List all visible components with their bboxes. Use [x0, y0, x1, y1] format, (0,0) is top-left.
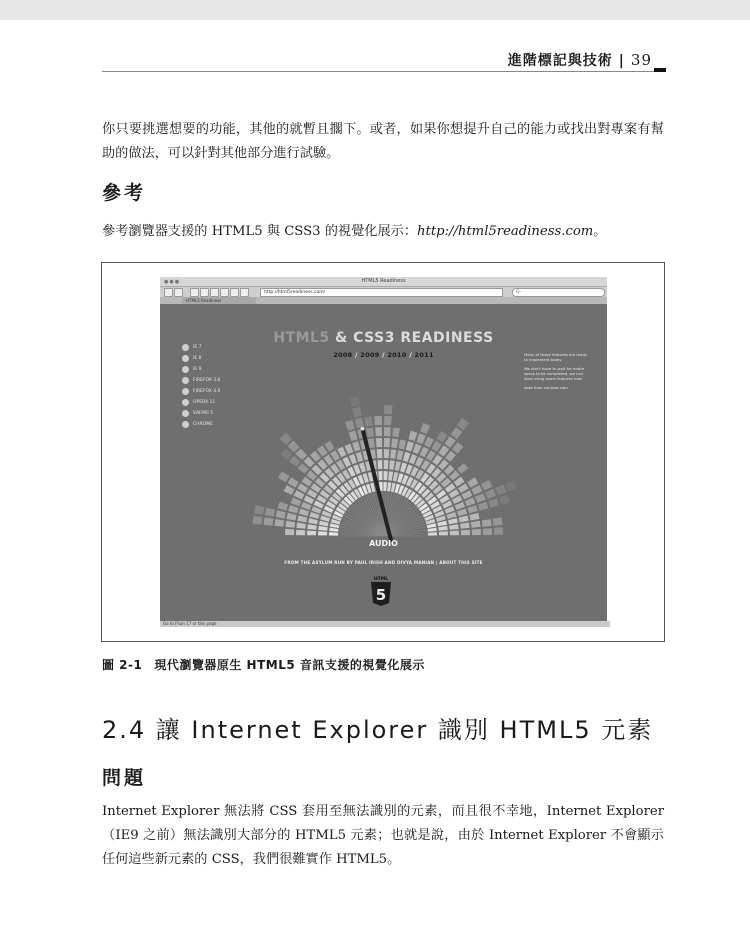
- readiness-segment: [449, 524, 459, 530]
- readiness-segment: [389, 460, 395, 470]
- tools-icon: [210, 288, 219, 297]
- browser-legend-item: CHROME: [182, 421, 220, 432]
- readiness-segment: [391, 438, 398, 448]
- readiness-segment: [428, 532, 437, 536]
- header-rule: [102, 71, 664, 72]
- readiness-segment: [345, 444, 354, 455]
- readiness-segment: [388, 471, 393, 480]
- readiness-segment: [352, 407, 362, 417]
- readiness-segment: [409, 431, 418, 442]
- readiness-segment: [400, 463, 407, 473]
- readiness-segment: [297, 516, 307, 523]
- readiness-segment: [364, 417, 372, 427]
- needle-tip: [360, 427, 364, 431]
- window-controls-icon: ●●●: [164, 279, 181, 285]
- browser-legend-item: SAFARI 5: [182, 410, 220, 421]
- browser-legend-item: IE 7: [182, 344, 220, 355]
- reference-heading: 參考: [102, 182, 147, 204]
- add-icon: [240, 288, 249, 297]
- readiness-segment: [499, 495, 510, 505]
- readiness-segment: [278, 471, 290, 482]
- readiness-segment: [349, 431, 358, 442]
- readiness-segment: [399, 440, 407, 450]
- readiness-segment: [495, 485, 506, 496]
- readiness-segment: [384, 460, 389, 469]
- readiness-segment: [299, 509, 309, 516]
- browser-legend-item: IE 9: [182, 366, 220, 377]
- window-title: HTML5 Readiness: [361, 278, 406, 284]
- readiness-segment: [482, 519, 492, 527]
- readiness-segment: [296, 449, 308, 461]
- side-note-line: data from caniuse.com: [524, 385, 568, 390]
- readiness-segment: [387, 482, 391, 491]
- readiness-segment: [397, 450, 404, 460]
- readiness-segment: [481, 480, 492, 491]
- header-separator: |: [618, 53, 625, 69]
- readiness-segment: [288, 505, 298, 513]
- readiness-segment: [377, 449, 383, 458]
- credits-line: FROM THE ASYLUM RUN BY PAUL IRISH AND DIVYA MANIAN | ABOUT THIS SITE: [284, 560, 483, 565]
- readiness-segment: [470, 513, 480, 521]
- readiness-segment: [462, 490, 473, 499]
- readiness-segment: [301, 502, 311, 510]
- readiness-segment: [356, 452, 364, 462]
- readiness-segment: [457, 418, 469, 430]
- side-note-line: We don't have to wait for entire specs to be completed, we can start using some features now.: [524, 366, 585, 381]
- readiness-segment: [284, 485, 295, 495]
- forward-button-icon: [174, 288, 183, 297]
- page-viewport: [160, 304, 607, 621]
- readiness-segment: [403, 452, 411, 462]
- readiness-segment: [307, 524, 317, 530]
- readiness-segment: [384, 416, 392, 425]
- bookmarks-icon: [190, 288, 199, 297]
- readiness-segment: [318, 531, 327, 535]
- search-field: Q-: [512, 288, 605, 297]
- browser-legend-item: OPERA 11: [182, 399, 220, 410]
- readiness-segment: [424, 437, 434, 448]
- readiness-segment: [450, 531, 459, 536]
- readiness-segment: [318, 526, 327, 531]
- settings-icon: [230, 288, 239, 297]
- year-separator: /: [352, 351, 361, 359]
- readiness-segment: [310, 512, 320, 519]
- readiness-segment: [445, 451, 456, 462]
- readiness-segment: [254, 505, 264, 515]
- readiness-title: [160, 330, 607, 346]
- readiness-segment: [329, 532, 338, 536]
- reference-url: http://html5readiness.com: [417, 224, 594, 239]
- readiness-segment: [452, 442, 463, 454]
- readiness-segment: [465, 498, 476, 507]
- browser-legend-item: FIREFOX 4.0: [182, 388, 220, 399]
- readiness-segment: [378, 471, 382, 480]
- reload-icon: [200, 288, 209, 297]
- readiness-segment: [384, 405, 392, 414]
- readiness-segment: [349, 454, 357, 464]
- caption-number: 圖 2-1: [102, 658, 143, 672]
- readiness-segment: [285, 521, 295, 528]
- readiness-segment: [319, 521, 329, 527]
- figure-frame: [101, 262, 665, 642]
- readiness-segment: [460, 523, 470, 529]
- chapter-title: 進階標記與技術: [507, 53, 613, 69]
- figure-caption: [102, 656, 425, 673]
- readiness-segment: [478, 502, 489, 511]
- year-separator: /: [379, 351, 388, 359]
- readiness-segment: [289, 456, 301, 467]
- reference-paragraph: [102, 220, 664, 244]
- readiness-segment: [324, 441, 334, 452]
- readiness-segment: [275, 519, 285, 527]
- readiness-segment: [437, 431, 448, 443]
- readiness-segment: [455, 502, 465, 510]
- readiness-segment: [393, 472, 399, 482]
- year-option: 2009: [360, 351, 380, 359]
- readiness-segment: [287, 513, 297, 521]
- readiness-segment: [288, 477, 299, 487]
- back-button-icon: [164, 288, 173, 297]
- readiness-segment: [445, 436, 456, 448]
- readiness-segment: [413, 444, 422, 455]
- page-number: 39: [630, 51, 652, 69]
- problem-paragraph: Internet Explorer 無法將 CSS 套用至無法識別的元素，而且很不幸地，Internet Explorer（IE9 之前）無法識別大部分的 HTML5 元素；也就是說，由於 Internet Explorer 不會顯示任何這些新元素的 CSS，我們很難實作 HTML5。: [102, 804, 664, 867]
- caption-text: 現代瀏覽器原生 HTML5 音訊支援的視覺化展示: [154, 658, 425, 672]
- readiness-segment: [264, 517, 274, 525]
- readiness-segment: [494, 527, 503, 535]
- header-tab-mark: [654, 68, 666, 72]
- year-separator: /: [406, 351, 415, 359]
- readiness-segment: [459, 516, 469, 523]
- readiness-segment: [378, 460, 383, 469]
- window-titlebar: [160, 277, 607, 287]
- readiness-segment: [432, 441, 442, 452]
- readiness-segment: [392, 428, 400, 438]
- readiness-segment: [276, 510, 286, 518]
- readiness-segment: [475, 493, 486, 502]
- home-icon: [220, 288, 229, 297]
- readiness-segment: [406, 441, 414, 451]
- readiness-segment: [471, 485, 482, 495]
- readiness-segment: [395, 461, 401, 471]
- readiness-segment: [308, 518, 318, 524]
- readiness-title-rest: & CSS3 READINESS: [329, 330, 494, 346]
- html5-logo-text: HTML: [373, 577, 389, 582]
- readiness-segment: [461, 530, 470, 536]
- readiness-segment: [493, 517, 503, 525]
- readiness-segment: [296, 523, 306, 529]
- readiness-segment: [285, 529, 294, 535]
- readiness-segment: [345, 420, 355, 431]
- side-note-line: Many of these features are ready to implement today.: [524, 352, 588, 362]
- readiness-segment: [384, 449, 390, 458]
- readiness-segment: [472, 529, 481, 535]
- intro-paragraph: 你只要挑選想要的功能，其他的就暫且擱下。或者，如果你想提升自己的能力或找出對專案有幫助的做法，可以針對其他部分進行試驗。: [102, 122, 664, 161]
- tab-bar: [160, 297, 607, 304]
- readiness-segment: [409, 454, 417, 464]
- readiness-segment: [265, 508, 275, 517]
- readiness-segment: [280, 433, 292, 445]
- selected-feature-label: AUDIO: [369, 539, 398, 548]
- browser-legend: [182, 344, 220, 432]
- readiness-segment: [471, 521, 481, 528]
- status-bar: Go to Fhan 17 or this page: [160, 621, 610, 627]
- readiness-segment: [420, 447, 429, 458]
- readiness-segment: [296, 530, 305, 536]
- browser-toolbar: [160, 287, 607, 297]
- readiness-title-html5: HTML5: [273, 330, 330, 346]
- readiness-segment: [352, 441, 360, 451]
- readiness-segment: [350, 396, 360, 407]
- readiness-segment: [428, 528, 437, 532]
- readiness-segment: [307, 531, 316, 536]
- readiness-segment: [355, 418, 364, 428]
- readiness-segment: [253, 516, 263, 525]
- readiness-segment: [376, 438, 382, 447]
- readiness-segment: [439, 531, 448, 535]
- html5-logo-number: 5: [375, 586, 387, 604]
- year-option: 2011: [414, 351, 434, 359]
- reference-end: 。: [593, 224, 607, 239]
- readiness-segment: [483, 528, 492, 535]
- readiness-segment: [390, 449, 396, 459]
- readiness-segment: [448, 518, 458, 524]
- browser-window-screenshot: [160, 277, 607, 627]
- readiness-segment: [438, 526, 447, 531]
- readiness-segment: [384, 471, 388, 480]
- readiness-segment: [447, 512, 457, 519]
- readiness-segment: [505, 480, 517, 491]
- readiness-segment: [488, 498, 499, 508]
- readiness-segment: [366, 428, 374, 438]
- readiness-segment: [294, 490, 305, 499]
- year-option: 2010: [387, 351, 407, 359]
- readiness-segment: [291, 498, 302, 507]
- readiness-segment: [384, 427, 391, 436]
- year-option: 2008: [333, 351, 353, 359]
- readiness-segment: [451, 427, 463, 439]
- running-header: [508, 50, 652, 70]
- readiness-segment: [337, 447, 346, 458]
- readiness-segment: [457, 509, 467, 516]
- side-note: [524, 352, 590, 394]
- readiness-segment: [420, 423, 430, 434]
- readiness-segment: [374, 416, 382, 425]
- readiness-segment: [280, 448, 292, 460]
- address-bar: http://html5readiness.com/: [260, 288, 503, 297]
- section-heading: 2.4 讓 Internet Explorer 識別 HTML5 元素: [102, 716, 654, 744]
- readiness-segment: [468, 505, 478, 513]
- html5-logo: [368, 575, 394, 607]
- readiness-segment: [416, 433, 425, 444]
- readiness-segment: [485, 489, 496, 499]
- reference-text: 參考瀏覽器支援的 HTML5 與 CSS3 的視覺化展示：: [102, 224, 418, 239]
- problem-heading: 問題: [102, 767, 147, 789]
- readiness-segment: [383, 482, 387, 491]
- readiness-segment: [384, 438, 390, 447]
- browser-legend-item: IE 8: [182, 355, 220, 366]
- readiness-segment: [467, 477, 478, 487]
- readiness-segment: [359, 463, 366, 473]
- readiness-segment: [437, 521, 447, 527]
- readiness-segment: [375, 427, 382, 436]
- readiness-segment: [288, 441, 300, 453]
- readiness-segment: [457, 463, 468, 474]
- readiness-segment: [278, 502, 289, 511]
- top-gray-band: [0, 0, 750, 20]
- browser-legend-item: FIREFOX 3.6: [182, 377, 220, 388]
- readiness-segment: [329, 528, 338, 532]
- browser-tab: HTML5 Readiness: [182, 297, 256, 304]
